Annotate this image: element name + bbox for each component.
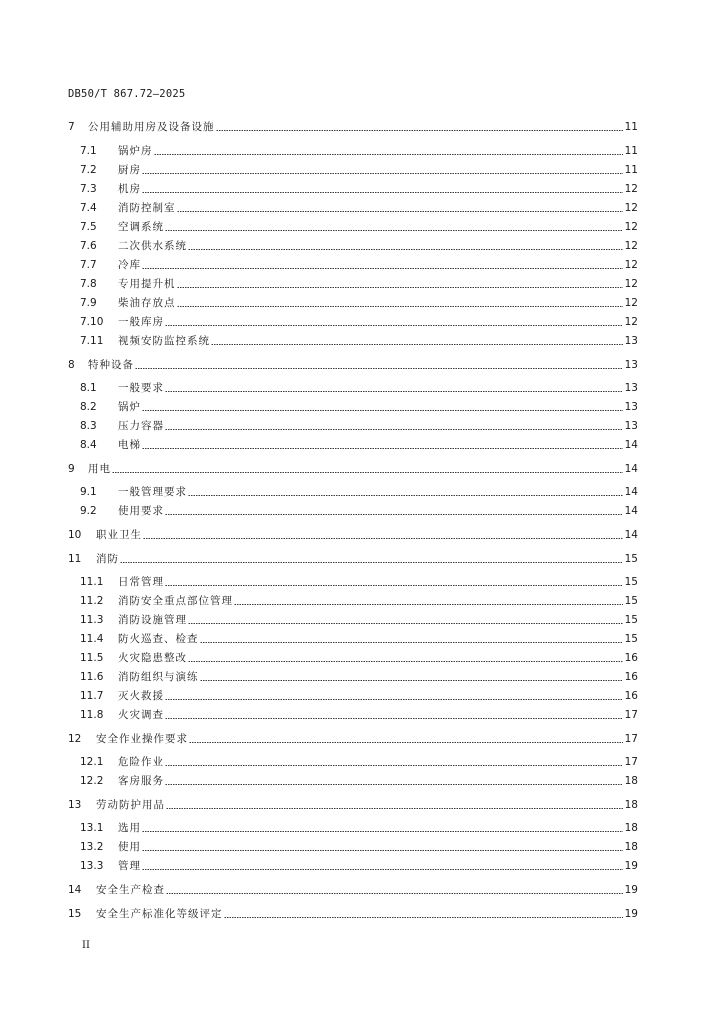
toc-entry-number: 11.8	[80, 709, 104, 721]
page-number: II	[82, 940, 90, 951]
toc-leader-dots	[142, 192, 623, 193]
toc-chapter-entry[interactable]	[68, 525, 638, 541]
toc-leader-dots	[165, 230, 623, 231]
document-code: DB50/T 867.72—2025	[68, 88, 186, 100]
toc-entry-title: 冷库	[118, 259, 141, 271]
toc-leader-dots	[165, 391, 623, 392]
toc-entry-title: 空调系统	[118, 221, 164, 233]
toc-entry-page: 17	[624, 756, 638, 768]
toc-entry-title: 消防组织与演练	[118, 671, 199, 683]
toc-entry-title: 公用辅助用房及设备设施	[88, 121, 215, 133]
toc-section-entry[interactable]	[80, 629, 638, 645]
toc-entry-title: 火灾调查	[118, 709, 164, 721]
toc-section-entry[interactable]	[80, 435, 638, 451]
toc-leader-dots	[142, 869, 623, 870]
toc-entry-page: 12	[624, 240, 638, 252]
toc-leader-dots	[188, 495, 623, 496]
toc-leader-dots	[188, 661, 623, 662]
toc-entry-number: 9.2	[80, 505, 97, 517]
toc-leader-dots	[216, 130, 624, 131]
toc-entry-title: 劳动防护用品	[96, 799, 165, 811]
toc-entry-number: 11.2	[80, 595, 104, 607]
toc-chapter-entry[interactable]	[68, 729, 638, 745]
toc-entry-page: 15	[624, 576, 638, 588]
toc-entry-number: 12	[68, 733, 82, 745]
toc-entry-page: 18	[624, 841, 638, 853]
toc-entry-number: 8.2	[80, 401, 97, 413]
toc-leader-dots	[142, 410, 623, 411]
toc-entry-number: 11.4	[80, 633, 104, 645]
toc-entry-page: 17	[624, 709, 638, 721]
toc-entry-number: 7.7	[80, 259, 97, 271]
toc-chapter-entry[interactable]	[68, 795, 638, 811]
toc-leader-dots	[234, 604, 623, 605]
toc-entry-page: 19	[624, 884, 638, 896]
toc-section-entry[interactable]	[80, 198, 638, 214]
toc-section-entry[interactable]	[80, 771, 638, 787]
toc-entry-number: 11.1	[80, 576, 104, 588]
toc-entry-number: 13.1	[80, 822, 104, 834]
toc-leader-dots	[177, 211, 624, 212]
toc-entry-page: 17	[624, 733, 638, 745]
toc-section-entry[interactable]	[80, 255, 638, 271]
toc-leader-dots	[188, 249, 623, 250]
toc-entry-title: 日常管理	[118, 576, 164, 588]
toc-entry-page: 15	[624, 633, 638, 645]
toc-entry-title: 厨房	[118, 164, 141, 176]
toc-section-entry[interactable]	[80, 501, 638, 517]
toc-entry-title: 消防	[96, 553, 119, 565]
toc-entry-page: 12	[624, 183, 638, 195]
toc-entry-page: 14	[624, 486, 638, 498]
toc-entry-number: 7	[68, 121, 75, 133]
toc-entry-title: 二次供水系统	[118, 240, 187, 252]
toc-entry-title: 电梯	[118, 439, 141, 451]
toc-entry-number: 13.2	[80, 841, 104, 853]
toc-entry-page: 11	[624, 121, 638, 133]
toc-section-entry[interactable]	[80, 752, 638, 768]
toc-entry-page: 13	[624, 335, 638, 347]
toc-chapter-entry[interactable]	[68, 117, 638, 133]
toc-entry-page: 14	[624, 529, 638, 541]
toc-entry-number: 8.4	[80, 439, 97, 451]
toc-entry-number: 12.1	[80, 756, 104, 768]
toc-chapter-entry[interactable]	[68, 880, 638, 896]
toc-entry-number: 11.6	[80, 671, 104, 683]
toc-section-entry[interactable]	[80, 378, 638, 394]
toc-section-entry[interactable]	[80, 160, 638, 176]
toc-leader-dots	[177, 306, 624, 307]
toc-entry-number: 14	[68, 884, 82, 896]
toc-section-entry[interactable]	[80, 572, 638, 588]
toc-leader-dots	[135, 368, 623, 369]
toc-entry-number: 8.3	[80, 420, 97, 432]
toc-entry-number: 9	[68, 463, 75, 475]
toc-section-entry[interactable]	[80, 686, 638, 702]
toc-entry-title: 危险作业	[118, 756, 164, 768]
toc-leader-dots	[142, 173, 623, 174]
toc-section-entry[interactable]	[80, 312, 638, 328]
toc-entry-page: 12	[624, 259, 638, 271]
toc-leader-dots	[188, 623, 623, 624]
toc-entry-page: 13	[624, 420, 638, 432]
toc-entry-number: 15	[68, 908, 82, 920]
toc-entry-title: 视频安防监控系统	[118, 335, 210, 347]
toc-leader-dots	[166, 893, 623, 894]
toc-entry-title: 一般库房	[118, 316, 164, 328]
toc-entry-page: 18	[624, 799, 638, 811]
toc-section-entry[interactable]	[80, 667, 638, 683]
toc-section-entry[interactable]	[80, 610, 638, 626]
toc-section-entry[interactable]	[80, 274, 638, 290]
toc-entry-page: 12	[624, 202, 638, 214]
toc-leader-dots	[120, 562, 623, 563]
toc-section-entry[interactable]	[80, 648, 638, 664]
toc-entry-number: 7.3	[80, 183, 97, 195]
toc-section-entry[interactable]	[80, 331, 638, 347]
toc-entry-page: 14	[624, 439, 638, 451]
toc-leader-dots	[142, 850, 623, 851]
toc-chapter-entry[interactable]	[68, 459, 638, 475]
toc-leader-dots	[165, 429, 623, 430]
toc-entry-number: 8.1	[80, 382, 97, 394]
toc-leader-dots	[165, 514, 623, 515]
toc-chapter-entry[interactable]	[68, 549, 638, 565]
toc-entry-number: 7.9	[80, 297, 97, 309]
toc-leader-dots	[166, 808, 623, 809]
toc-entry-page: 11	[624, 164, 638, 176]
toc-section-entry[interactable]	[80, 236, 638, 252]
toc-entry-title: 火灾隐患整改	[118, 652, 187, 664]
toc-entry-title: 使用要求	[118, 505, 164, 517]
toc-chapter-entry[interactable]	[68, 904, 638, 920]
toc-leader-dots	[224, 917, 624, 918]
toc-entry-title: 机房	[118, 183, 141, 195]
toc-entry-number: 7.6	[80, 240, 97, 252]
toc-entry-page: 13	[624, 359, 638, 371]
toc-section-entry[interactable]	[80, 482, 638, 498]
toc-entry-title: 安全生产标准化等级评定	[96, 908, 223, 920]
toc-entry-title: 消防控制室	[118, 202, 176, 214]
toc-leader-dots	[142, 448, 623, 449]
toc-leader-dots	[177, 287, 624, 288]
toc-leader-dots	[165, 765, 623, 766]
toc-entry-number: 10	[68, 529, 82, 541]
toc-section-entry[interactable]	[80, 141, 638, 157]
toc-entry-page: 12	[624, 316, 638, 328]
toc-entry-number: 13.3	[80, 860, 104, 872]
toc-leader-dots	[189, 742, 623, 743]
toc-entry-number: 7.4	[80, 202, 97, 214]
toc-entry-page: 12	[624, 297, 638, 309]
toc-section-entry[interactable]	[80, 837, 638, 853]
toc-entry-page: 15	[624, 553, 638, 565]
toc-entry-title: 职业卫生	[96, 529, 142, 541]
toc-leader-dots	[165, 325, 623, 326]
toc-section-entry[interactable]	[80, 293, 638, 309]
toc-chapter-entry[interactable]	[68, 355, 638, 371]
toc-entry-page: 16	[624, 690, 638, 702]
toc-entry-number: 8	[68, 359, 75, 371]
toc-entry-title: 安全作业操作要求	[96, 733, 188, 745]
toc-entry-page: 14	[624, 463, 638, 475]
toc-leader-dots	[200, 680, 624, 681]
toc-entry-page: 11	[624, 145, 638, 157]
toc-entry-number: 7.10	[80, 316, 104, 328]
toc-section-entry[interactable]	[80, 179, 638, 195]
toc-section-entry[interactable]	[80, 416, 638, 432]
toc-entry-number: 11.5	[80, 652, 104, 664]
toc-entry-number: 7.8	[80, 278, 97, 290]
toc-entry-page: 16	[624, 671, 638, 683]
toc-leader-dots	[154, 154, 624, 155]
toc-section-entry[interactable]	[80, 397, 638, 413]
toc-entry-title: 消防设施管理	[118, 614, 187, 626]
toc-leader-dots	[142, 831, 623, 832]
toc-entry-page: 18	[624, 775, 638, 787]
toc-leader-dots	[112, 472, 623, 473]
toc-entry-title: 灭火救援	[118, 690, 164, 702]
toc-entry-title: 客房服务	[118, 775, 164, 787]
toc-leader-dots	[211, 344, 623, 345]
toc-entry-page: 13	[624, 401, 638, 413]
toc-entry-title: 消防安全重点部位管理	[118, 595, 233, 607]
toc-entry-page: 18	[624, 822, 638, 834]
toc-entry-title: 一般要求	[118, 382, 164, 394]
toc-entry-page: 19	[624, 860, 638, 872]
toc-entry-title: 使用	[118, 841, 141, 853]
toc-entry-title: 锅炉	[118, 401, 141, 413]
toc-entry-title: 一般管理要求	[118, 486, 187, 498]
toc-entry-number: 7.5	[80, 221, 97, 233]
toc-section-entry[interactable]	[80, 591, 638, 607]
toc-entry-page: 19	[624, 908, 638, 920]
toc-entry-title: 选用	[118, 822, 141, 834]
toc-section-entry[interactable]	[80, 705, 638, 721]
toc-leader-dots	[165, 585, 623, 586]
toc-section-entry[interactable]	[80, 856, 638, 872]
toc-entry-title: 专用提升机	[118, 278, 176, 290]
toc-entry-page: 15	[624, 614, 638, 626]
toc-entry-number: 12.2	[80, 775, 104, 787]
toc-entry-number: 7.1	[80, 145, 97, 157]
toc-leader-dots	[165, 784, 623, 785]
toc-leader-dots	[165, 718, 623, 719]
toc-entry-number: 11	[68, 553, 82, 565]
toc-leader-dots	[143, 538, 623, 539]
toc-entry-page: 14	[624, 505, 638, 517]
toc-entry-number: 7.11	[80, 335, 104, 347]
toc-entry-number: 13	[68, 799, 82, 811]
toc-leader-dots	[142, 268, 623, 269]
toc-entry-title: 用电	[88, 463, 111, 475]
toc-entry-title: 防火巡查、检查	[118, 633, 199, 645]
toc-entry-title: 安全生产检查	[96, 884, 165, 896]
toc-entry-page: 15	[624, 595, 638, 607]
toc-section-entry[interactable]	[80, 818, 638, 834]
toc-leader-dots	[200, 642, 624, 643]
toc-section-entry[interactable]	[80, 217, 638, 233]
toc-entry-title: 特种设备	[88, 359, 134, 371]
toc-entry-title: 管理	[118, 860, 141, 872]
toc-entry-number: 7.2	[80, 164, 97, 176]
toc-entry-title: 柴油存放点	[118, 297, 176, 309]
toc-entry-number: 9.1	[80, 486, 97, 498]
toc-entry-number: 11.3	[80, 614, 104, 626]
toc-entry-page: 12	[624, 221, 638, 233]
toc-entry-page: 13	[624, 382, 638, 394]
toc-entry-number: 11.7	[80, 690, 104, 702]
toc-leader-dots	[165, 699, 623, 700]
toc-entry-page: 12	[624, 278, 638, 290]
toc-entry-page: 16	[624, 652, 638, 664]
toc-entry-title: 压力容器	[118, 420, 164, 432]
toc-entry-title: 锅炉房	[118, 145, 153, 157]
